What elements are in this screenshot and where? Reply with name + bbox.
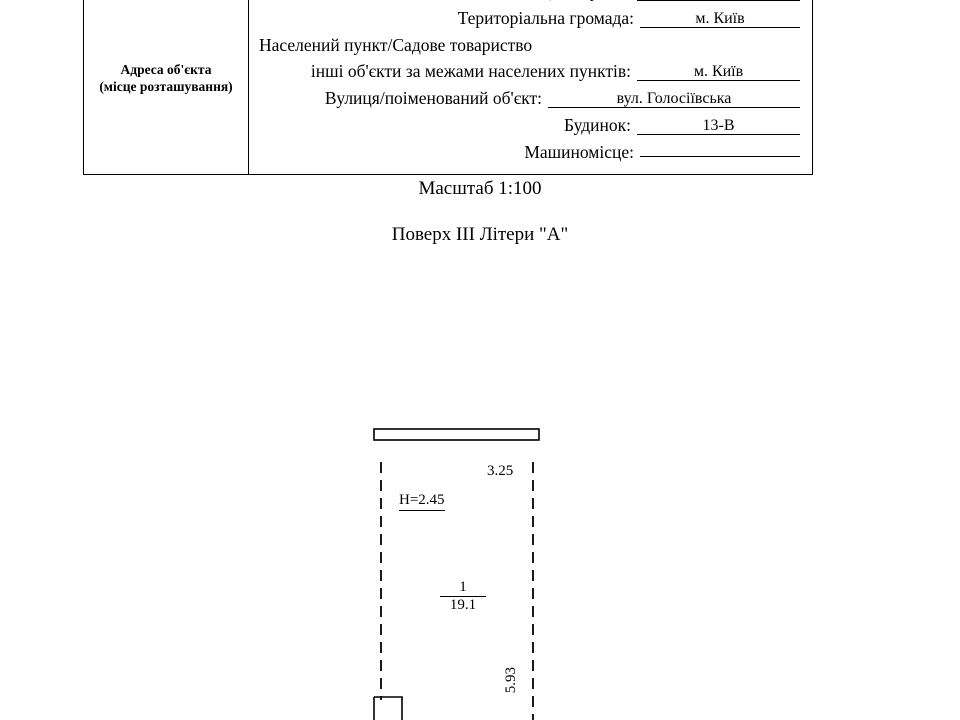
plan-top-wall [374,429,539,440]
plan-bottom-left-partition [374,697,402,720]
address-label-outside: інші об'єкти за межами населених пунктів: [310,61,631,81]
plan-room-number: 1 [440,580,486,597]
plan-height-label: H=2.45 [399,492,445,511]
address-value-community: м. Київ [640,11,800,28]
address-label-building: Будинок: [563,115,631,135]
address-label-region [387,0,631,1]
address-value-street: вул. Голосіївська [548,91,800,108]
address-label-settlement: Населений пункт/Садове товариство [259,35,533,55]
address-row-outside [259,63,800,90]
address-value-outside: м. Київ [637,64,800,81]
address-row-parking [259,144,800,171]
address-value-parking [640,156,800,157]
address-label-community: Територіальна громада: [457,8,634,28]
address-value-building: 13-В [637,118,800,135]
address-table-left-cell [84,0,249,174]
plan-top-dimension: 3.25 [487,463,514,479]
scale-title: Масштаб 1:100 [418,178,542,199]
plan-room-label [440,580,486,614]
address-label-street: Вулиця/поіменований об'єкт: [324,88,542,108]
address-table [83,0,813,175]
plan-room-area: 19.1 [449,596,477,613]
address-table-left-line1: Адреса об'єкта [120,61,212,77]
address-row-street [259,90,800,117]
floor-title: Поверх III Літери "А" [391,224,569,245]
plan-side-dimension: 5.93 [503,667,519,694]
address-row-building [259,117,800,144]
address-label-parking: Машиномісце: [524,142,634,162]
address-row-settlement [259,37,800,63]
address-table-right-cell [249,0,812,174]
address-value-region [637,0,800,1]
address-row-community [259,10,800,37]
address-table-left-line2: (місце розташування) [99,78,233,94]
